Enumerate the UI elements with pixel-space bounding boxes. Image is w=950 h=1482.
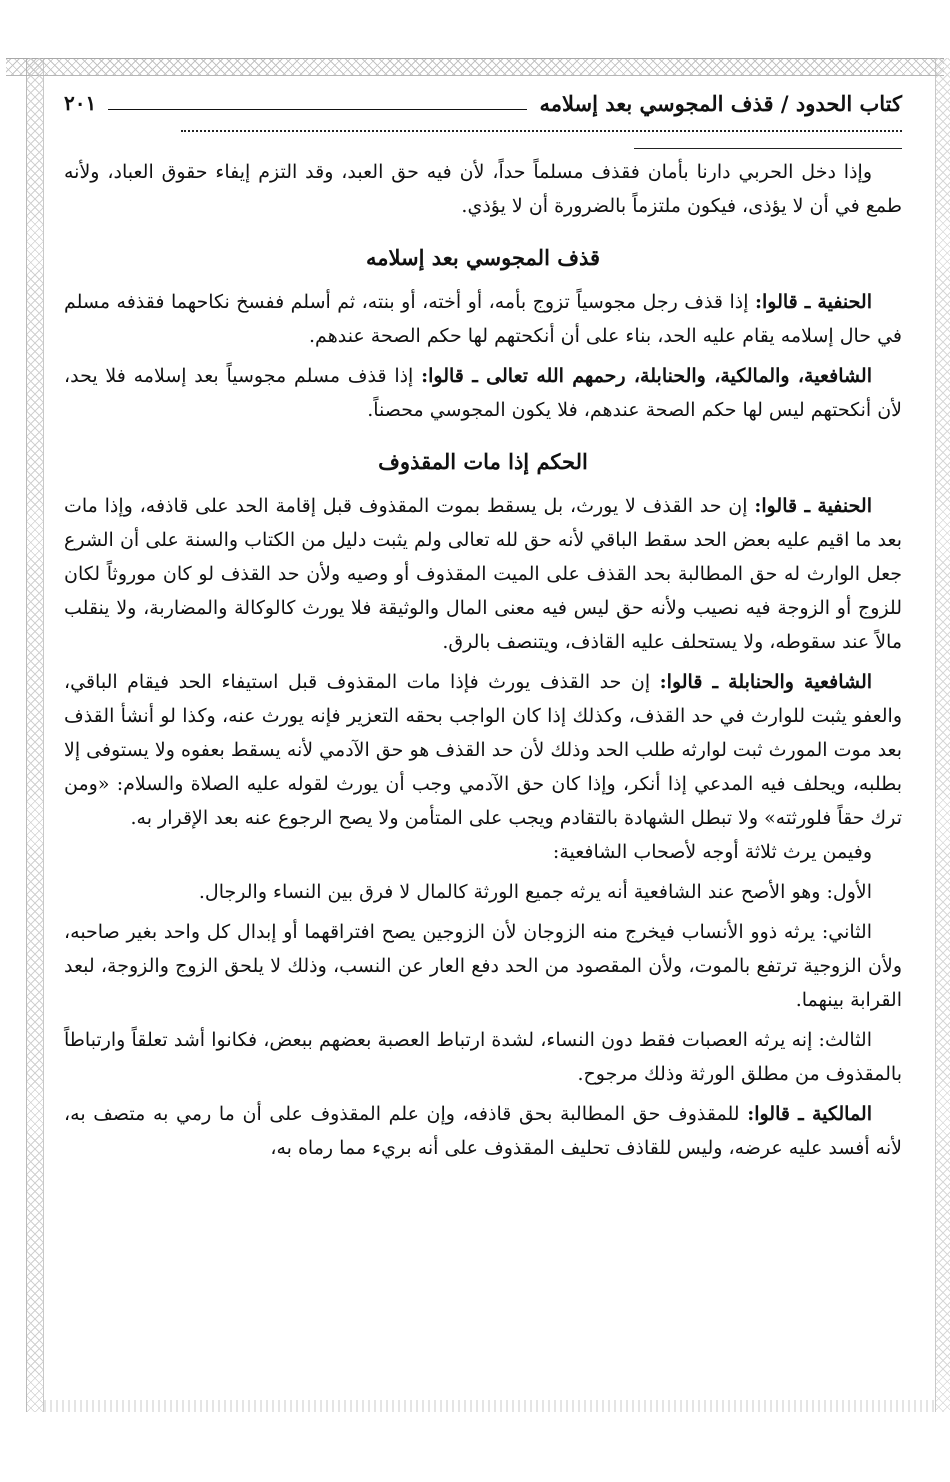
page-number: ٢٠١ [64, 91, 97, 115]
decorative-border-top [6, 58, 944, 76]
header-short-rule [634, 148, 902, 149]
paragraph-shafii-hanbali [64, 665, 902, 835]
paragraph-view-second: الثاني: يرثه ذوو الأنساب فيخرج منه الزوجان لأن الزوجين يصح افتراقهما أو إبدال كل واحد بغير صاحبه، ولأن الزوجية ترتفع بالموت، ولأن المقصود من الحد دفع العار عن النسب، وذلك لا يلحق الزوج والزوجة، لبعد القرابة بينهما. [64, 921, 902, 1011]
school-label: الحنفية ـ قالوا: [754, 495, 872, 517]
paragraph-view-first: الأول: وهو الأصح عند الشافعية أنه يرثه جميع الورثة كالمال لا فرق بين النساء والرجال. [198, 881, 872, 903]
school-label: الحنفية ـ قالوا: [754, 291, 872, 313]
header-title: كتاب الحدود / قذف المجوسي بعد إسلامه [539, 90, 902, 116]
decorative-border-right [935, 58, 950, 1412]
paragraph-text: إن حد القذف يورث فإذا مات المقذوف قبل استيفاء الحد فيقام الباقي، والعفو يثبت للوارث في حد القذف، وكذلك إذا كان الواجب بحقه التعزير فإنه يورث عنه، وكذا لو أنشأ القذف بعد موت المورث ثبت لوارثه طلب الحد وذلك لأن حد القذف هو حق الآدمي لأنه يسقط بعفوه ولا يستوفى إلا بطلبه، ويحلف فيه المدعي إذا أنكر، وإذا كان حق الآدمي وجب أن يورث لقوله عليه الصلاة والسلام: «ومن ترك حقاً فلورثته» ولا تبطل الشهادة بالتقادم ويجب على المتأمن ولا يصح الرجوع عنه بعد الإقرار به. [64, 671, 902, 829]
paragraph-majority-1 [64, 359, 902, 427]
paragraph-text: إذا قذف رجل مجوسياً تزوج بأمه، أو أخته، أو بنته، ثم أسلم ففسخ نكاحهما فقذفه مسلم في حال إسلامه يقام عليه الحد، بناء على أن أنكحتهم لها حكم الصحة عندهم. [64, 291, 902, 347]
header-dotted-rule [181, 130, 902, 132]
paragraph-three-views: وفيمن يرث ثلاثة أوجه لأصحاب الشافعية: [552, 841, 872, 863]
paragraph-maliki [64, 1097, 902, 1165]
paragraph-intro: وإذا دخل الحربي دارنا بأمان فقذف مسلماً حداً، لأن فيه حق العبد، وقد التزم إيفاء حقوق العباد، ولأنه طمع في أن لا يؤذى، فيكون ملتزماً بالضرورة أن لا يؤذي. [64, 161, 902, 217]
paragraph-view-third: الثالث: إنه يرثه العصبات فقط دون النساء، لشدة ارتباط العصبة بعضهم ببعض، فكانوا أشد تعلقاً وارتباطاً بالمقذوف من مطلق الورثة وذلك مرجوح. [64, 1029, 902, 1085]
school-label: المالكية ـ قالوا: [747, 1103, 872, 1125]
section-heading-death-of-slandered: الحكم إذا مات المقذوف [378, 449, 588, 474]
paragraph-text: للمقذوف حق المطالبة بحق قاذفه، وإن علم المقذوف على أن ما رمي به متصف به، لأنه أفسد عليه عرضه، وليس للقاذف تحليف المقذوف على أنه بريء مما رماه به، [64, 1103, 902, 1159]
paragraph-text: إن حد القذف لا يورث، بل يسقط بموت المقذوف قبل إقامة الحد على قاذفه، وإذا مات بعد ما اقيم عليه بعض الحد سقط الباقي لأنه حق لله تعالى ولم يثبت دليل من الكتاب والسنة على أن الشرع جعل الوارث له حق المطالبة بحد القذف على الميت المقذوف أو وصيه ولأن حد القذف لو كان موروثاً لكان للزوج أو الزوجة فيه نصيب ولأنه حق ليس فيه معنى المال والوثيقة فلا يورث كالوكالة والمضاربة، ولا ينقلب مالاً عند سقوطه، ولا يستحلف عليه القاذف، ويتنصف بالرق. [64, 495, 903, 653]
header-rule [108, 109, 527, 110]
paragraph-hanafi-1 [64, 285, 902, 353]
paragraph-text: إذا قذف مسلم مجوسياً بعد إسلامه فلا يحد، لأن أنكحتهم ليس لها حكم الصحة عندهم، فلا يكون المجوسي محصناً. [64, 365, 902, 421]
decorative-border-left [26, 58, 44, 1412]
running-header [64, 86, 902, 120]
decorative-border-bottom [40, 1400, 936, 1412]
book-page [64, 86, 902, 1392]
school-label: الشافعية والحنابلة ـ قالوا: [659, 671, 873, 693]
paragraph-hanafi-2 [64, 489, 902, 659]
school-label: الشافعية، والمالكية، والحنابلة، رحمهم الله تعالى ـ قالوا: [421, 365, 872, 387]
section-heading-magian-slander: قذف المجوسي بعد إسلامه [365, 245, 601, 270]
